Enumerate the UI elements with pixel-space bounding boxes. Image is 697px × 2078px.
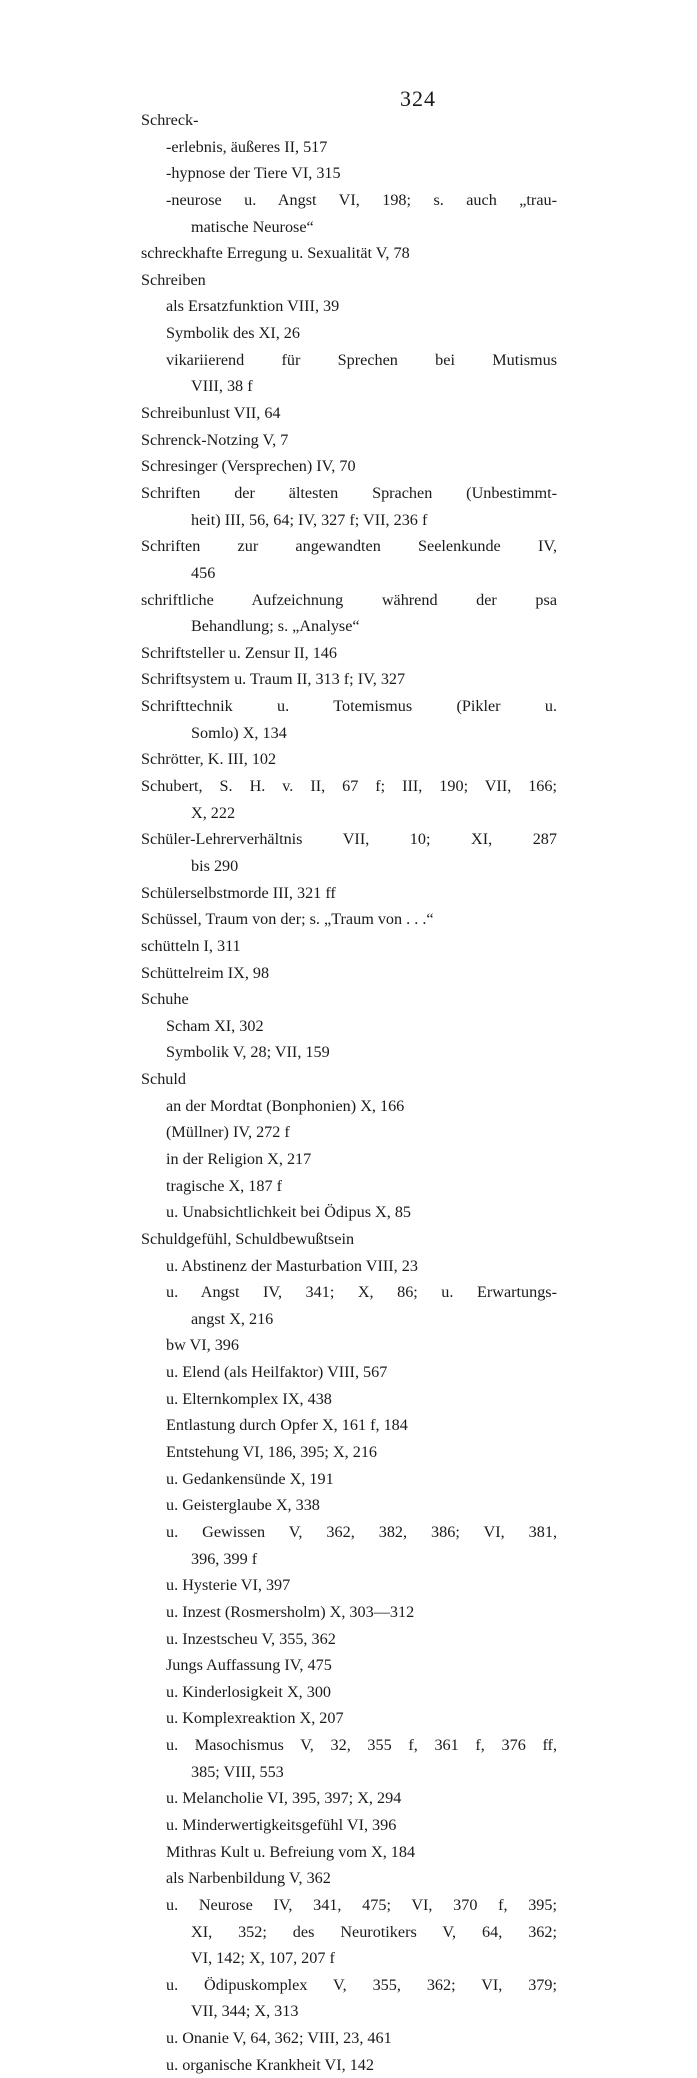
index-line-text: u. Inzestscheu V, 355, 362 [166, 1629, 336, 1648]
index-subentry [0, 1626, 697, 1653]
index-subentry [0, 2052, 697, 2078]
index-subentry [0, 1253, 697, 1280]
index-line-text: u. Elternkomplex IX, 438 [166, 1389, 332, 1408]
index-line-text: (Müllner) IV, 272 f [166, 1123, 290, 1142]
index-continuation-line [0, 800, 697, 827]
index-line-text: Somlo) X, 134 [191, 723, 287, 742]
index-continuation-line [0, 720, 697, 747]
index-line-text: Schrötter, K. III, 102 [141, 750, 277, 769]
index-subentry [0, 1146, 697, 1173]
index-line-text: Schresinger (Versprechen) IV, 70 [141, 457, 356, 476]
index-line-text: u. Minderwertigkeitsgefühl VI, 396 [166, 1816, 397, 1834]
index-line-text: Symbolik des XI, 26 [166, 324, 300, 343]
index-line-text: Schreiben [141, 270, 206, 289]
index-entry [0, 480, 697, 507]
index-subentry [0, 1812, 697, 1839]
index-line-text: Schuhe [141, 990, 189, 1009]
index-subentry [0, 1599, 697, 1626]
index-line-text: 385; VIII, 553 [191, 1762, 284, 1781]
index-subentry [0, 1359, 697, 1386]
index-line-text: u. Abstinenz der Masturbation VIII, 23 [166, 1256, 418, 1275]
index-line-text: Schüttelreim IX, 98 [141, 963, 270, 982]
index-line-text: u. Gedankensünde X, 191 [166, 1469, 334, 1488]
index-line-text: Schülerselbstmorde III, 321 ff [141, 883, 336, 902]
index-subentry [0, 187, 697, 214]
index-subentry [0, 160, 697, 187]
index-continuation-line [0, 853, 697, 880]
index-subentry [0, 1892, 697, 1919]
index-line-text: Schüssel, Traum von der; s. „Traum von . . .“ [141, 910, 434, 929]
index-entry [0, 666, 697, 693]
index-line-text: tragische X, 187 f [166, 1176, 282, 1195]
index-subentry [0, 1093, 697, 1120]
index-line-text: schütteln I, 311 [141, 936, 241, 955]
index-line-text: heit) III, 56, 64; IV, 327 f; VII, 236 f [191, 510, 428, 529]
index-line-text: u. Ödipuskomplex V, 355, 362; VI, 379; [166, 1975, 557, 1994]
index-subentry [0, 1705, 697, 1732]
index-entry [0, 880, 697, 907]
index-entry [0, 533, 697, 560]
index-continuation-line [0, 1919, 697, 1946]
index-subentry [0, 1439, 697, 1466]
index-line-text: als Ersatzfunktion VIII, 39 [166, 297, 340, 316]
index-subentry [0, 347, 697, 374]
index-subentry [0, 1572, 697, 1599]
index-continuation-line [0, 1998, 697, 2025]
index-continuation-line [0, 1759, 697, 1786]
index-entry [0, 640, 697, 667]
index-entry [0, 400, 697, 427]
index-entry [0, 267, 697, 294]
index-entry [0, 107, 697, 134]
index-line-text: Schreibunlust VII, 64 [141, 404, 281, 423]
index-line-text: Symbolik V, 28; VII, 159 [166, 1043, 330, 1062]
index-entry [0, 1226, 697, 1253]
index-continuation-line [0, 373, 697, 400]
index-line-text: 456 [191, 563, 216, 582]
index-line-text: -erlebnis, äußeres II, 517 [166, 137, 328, 156]
index-line-text: an der Mordtat (Bonphonien) X, 166 [166, 1096, 405, 1115]
index-continuation-line [0, 1546, 697, 1573]
index-line-text: Schuldgefühl, Schuldbewußtsein [141, 1229, 355, 1248]
index-line-text: bis 290 [191, 856, 239, 875]
index-line-text: u. Elend (als Heilfaktor) VIII, 567 [166, 1363, 388, 1382]
index-line-text: -hypnose der Tiere VI, 315 [166, 164, 341, 183]
index-continuation-line [0, 560, 697, 587]
index-subentry [0, 293, 697, 320]
index-subentry [0, 1386, 697, 1413]
index-line-text: u. Neurose IV, 341, 475; VI, 370 f, 395; [166, 1895, 557, 1914]
index-subentry [0, 1173, 697, 1200]
index-subentry [0, 1785, 697, 1812]
index-entry [0, 427, 697, 454]
index-subentry [0, 1332, 697, 1359]
index-subentry [0, 2025, 697, 2052]
index-entry [0, 453, 697, 480]
index-line-text: bw VI, 396 [166, 1336, 239, 1355]
index-subentry [0, 1972, 697, 1999]
index-line-text: in der Religion X, 217 [166, 1149, 312, 1168]
index-line-text: u. Kinderlosigkeit X, 300 [166, 1682, 332, 1701]
index-subentry [0, 134, 697, 161]
index-line-text: 396, 399 f [191, 1549, 258, 1568]
index-line-text: Schriftsystem u. Traum II, 313 f; IV, 327 [141, 670, 406, 689]
index-subentry [0, 1679, 697, 1706]
index-line-text: u. Gewissen V, 362, 382, 386; VI, 381, [166, 1522, 557, 1541]
index-line-text: XI, 352; des Neurotikers V, 64, 362; [191, 1922, 557, 1941]
index-line-text: u. Onanie V, 64, 362; VIII, 23, 461 [166, 2029, 392, 2048]
index-entry [0, 826, 697, 853]
index-line-text: u. Komplexreaktion X, 207 [166, 1709, 344, 1728]
index-line-text: Scham XI, 302 [166, 1016, 264, 1035]
index-line-text: VI, 142; X, 107, 207 f [191, 1949, 335, 1968]
index-entry [0, 240, 697, 267]
index-line-text: Entstehung VI, 186, 395; X, 216 [166, 1443, 378, 1462]
index-line-text: u. Unabsichtlichkeit bei Ödipus X, 85 [166, 1203, 412, 1222]
index-line-text: Behandlung; s. „Analyse“ [191, 617, 360, 636]
index-line-text: VII, 344; X, 313 [191, 2002, 299, 2021]
index-continuation-line [0, 1945, 697, 1972]
page-number: 324 [400, 86, 436, 111]
index-line-text: Schriften zur angewandten Seelenkunde IV, [141, 537, 557, 556]
index-line-text: u. Melancholie VI, 395, 397; X, 294 [166, 1789, 402, 1808]
index-subentry [0, 1279, 697, 1306]
index-line-text: Schriften der ältesten Sprachen (Unbestimmt- [141, 483, 557, 502]
index-entry [0, 933, 697, 960]
index-entry [0, 1066, 697, 1093]
index-line-text: Schubert, S. H. v. II, 67 f; III, 190; VII, 166; [141, 777, 557, 796]
index-line-text: Schreck- [141, 111, 199, 129]
index-line-text: u. Hysterie VI, 397 [166, 1576, 291, 1595]
index-subentry [0, 1466, 697, 1493]
index-line-text: als Narbenbildung V, 362 [166, 1869, 331, 1888]
index-entry [0, 906, 697, 933]
index-subentry [0, 1119, 697, 1146]
index-line-text: u. Angst IV, 341; X, 86; u. Erwartungs- [166, 1283, 557, 1302]
index-continuation-line [0, 507, 697, 534]
index-subentry [0, 1652, 697, 1679]
index-subentry [0, 1492, 697, 1519]
index-line-text: Entlastung durch Opfer X, 161 f, 184 [166, 1416, 408, 1435]
index-line-text: Schüler-Lehrerverhältnis VII, 10; XI, 287 [141, 830, 557, 849]
index-line-text: VIII, 38 f [191, 377, 253, 396]
index-line-text: angst X, 216 [191, 1309, 274, 1328]
index-entry [0, 986, 697, 1013]
index-line-text: u. Masochismus V, 32, 355 f, 361 f, 376 ff, [166, 1736, 557, 1755]
index-subentry [0, 1039, 697, 1066]
index-line-text: u. organische Krankheit VI, 142 [166, 2055, 374, 2074]
index-subentry [0, 1199, 697, 1226]
index-line-text: Mithras Kult u. Befreiung vom X, 184 [166, 1842, 416, 1861]
index-entry [0, 773, 697, 800]
index-entry [0, 960, 697, 987]
index-entry [0, 587, 697, 614]
index-subentry [0, 1865, 697, 1892]
index-line-text: Schrenck-Notzing V, 7 [141, 430, 289, 449]
index-continuation-line [0, 1306, 697, 1333]
index-subentry [0, 1412, 697, 1439]
index-line-text: matische Neurose“ [191, 217, 314, 236]
index-subentry [0, 1013, 697, 1040]
index-line-text: schreckhafte Erregung u. Sexualität V, 78 [141, 244, 410, 263]
index-subentry [0, 1732, 697, 1759]
index-entries [0, 107, 697, 2078]
index-continuation-line [0, 613, 697, 640]
index-line-text: Schuld [141, 1070, 186, 1089]
index-continuation-line [0, 214, 697, 241]
index-subentry [0, 320, 697, 347]
index-subentry [0, 1519, 697, 1546]
index-line-text: Schriftsteller u. Zensur II, 146 [141, 643, 337, 662]
index-line-text: Schrifttechnik u. Totemismus (Pikler u. [141, 697, 557, 716]
index-line-text: schriftliche Aufzeichnung während der psa [141, 590, 557, 609]
index-line-text: u. Geisterglaube X, 338 [166, 1496, 320, 1515]
index-line-text: vikariierend für Sprechen bei Mutismus [166, 350, 557, 369]
index-line-text: u. Inzest (Rosmersholm) X, 303—312 [166, 1602, 415, 1621]
index-subentry [0, 1839, 697, 1866]
index-line-text: X, 222 [191, 803, 236, 822]
index-entry [0, 746, 697, 773]
index-line-text: -neurose u. Angst VI, 198; s. auch „trau- [166, 190, 557, 209]
index-line-text: Jungs Auffassung IV, 475 [166, 1656, 332, 1675]
index-entry [0, 693, 697, 720]
